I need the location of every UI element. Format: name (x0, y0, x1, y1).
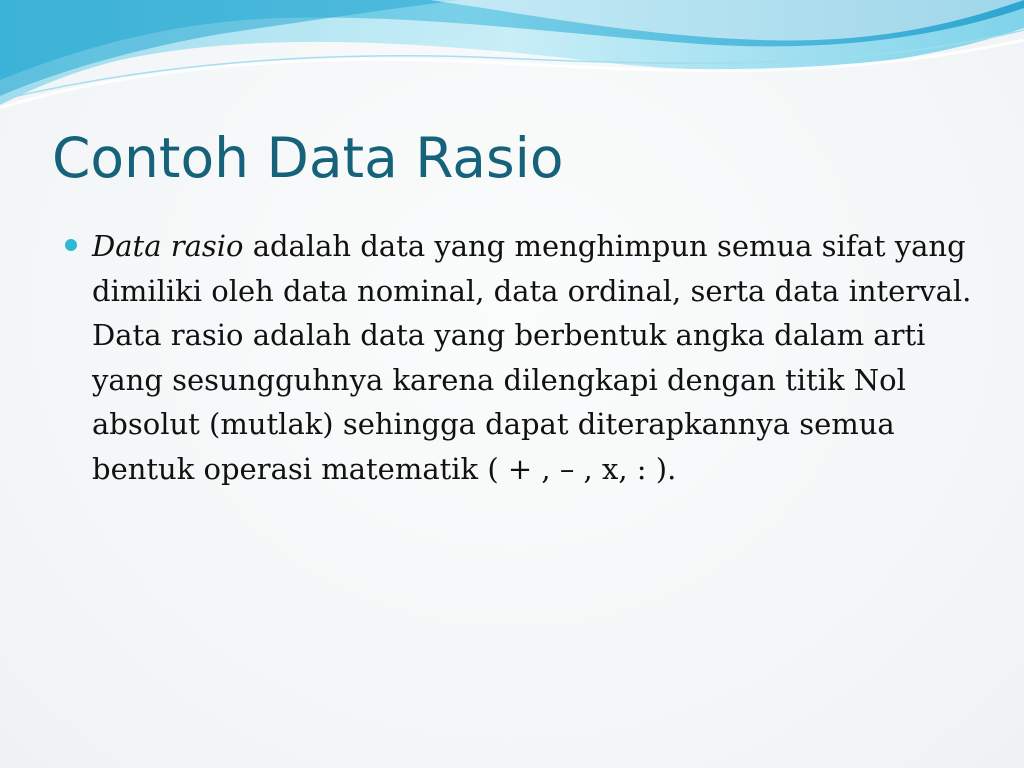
header-wave-decoration (0, 0, 1024, 120)
bullet-text (92, 224, 972, 491)
bullet-term: Data rasio (92, 229, 244, 263)
bullet-item (62, 224, 972, 491)
bullet-dot-icon (65, 239, 77, 251)
bullet-body: adalah data yang menghimpun semua sifat yang dimiliki oleh data nominal, data ordinal, serta data interval. Data rasio adalah data yang berbentuk angka dalam arti yang sesungguhnya karena dilengkapi dengan titik Nol absolut (mutlak) sehingga dapat diterapkannya semua bentuk operasi matematik ( + , – , x, : ). (92, 229, 972, 486)
slide-title: Contoh Data Rasio (52, 126, 564, 190)
